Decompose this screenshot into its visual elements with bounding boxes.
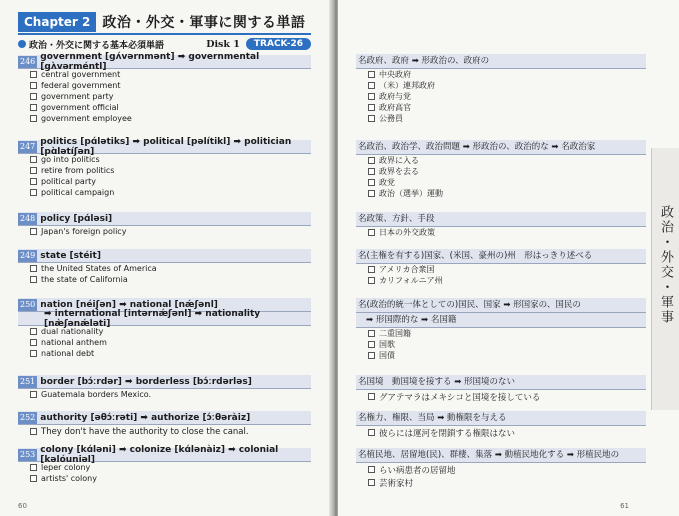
translation-head: 名植民地、居留地(民)、群棲、集落 ➡ 動植民地化する ➡ 形植民地の	[356, 448, 646, 463]
translation-head: 名権力、権限、当局 ➡ 動権限を与える	[356, 411, 646, 426]
headword-bar	[18, 51, 311, 72]
phrase-text: leper colony	[41, 463, 91, 472]
checkbox-icon[interactable]	[30, 328, 37, 335]
translation-entry	[356, 375, 646, 403]
headword-bar	[18, 249, 311, 263]
phrase-text: go into politics	[41, 155, 100, 164]
phrase-item	[18, 165, 311, 176]
checkbox-icon[interactable]	[30, 464, 37, 471]
entry-number: 249	[20, 250, 36, 260]
translation-text: 政党	[379, 178, 395, 187]
entry-number: 247	[20, 141, 36, 151]
chapter-title: 政治・外交・軍事に関する単語	[102, 15, 306, 31]
checkbox-icon[interactable]	[30, 156, 37, 163]
translation-item	[356, 113, 646, 124]
translation-head: 名(政治的統一体としての)国民、国家 ➡ 形国家の、国民の	[356, 298, 646, 313]
phrase-text: They don't have the authority to close the canal.	[41, 426, 249, 437]
phrase-item	[18, 91, 311, 102]
translation-item	[356, 350, 646, 361]
phrase-text: government official	[41, 103, 119, 112]
translation-text: 政府高官	[379, 103, 411, 112]
translation-entry	[356, 212, 646, 238]
vocab-entry	[18, 444, 311, 484]
translation-text: 二重国籍	[379, 329, 411, 338]
phrase-item	[18, 425, 311, 438]
checkbox-icon[interactable]	[30, 189, 37, 196]
translation-text: 政界を去る	[379, 167, 419, 176]
translation-item	[356, 426, 646, 439]
phrase-text: central government	[41, 70, 121, 79]
checkbox-icon[interactable]	[368, 330, 375, 337]
checkbox-icon[interactable]	[368, 229, 375, 236]
headword-bar	[18, 411, 311, 425]
translation-entry	[356, 249, 646, 286]
translation-text: アメリカ合衆国	[379, 265, 435, 274]
checkbox-icon[interactable]	[368, 341, 375, 348]
checkbox-icon[interactable]	[368, 168, 375, 175]
checkbox-icon[interactable]	[30, 71, 37, 78]
phrase-item	[18, 473, 311, 484]
phrase-text: retire from politics	[41, 166, 115, 175]
phrase-text: national anthem	[41, 338, 107, 347]
translation-item	[356, 155, 646, 166]
section-title: 政治・外交に関する基本必須単語	[29, 40, 165, 51]
phrase-text: political campaign	[41, 188, 115, 197]
phrase-item	[18, 226, 311, 237]
translation-entry	[356, 140, 646, 199]
translation-head: 名国境 動国境を接する ➡ 形国境のない	[356, 375, 646, 390]
translation-entry	[356, 448, 646, 489]
checkbox-icon[interactable]	[30, 265, 37, 272]
translation-text: 国債	[379, 351, 395, 360]
entry-number: 246	[20, 56, 36, 66]
vocab-entry	[18, 298, 311, 359]
translation-item	[356, 91, 646, 102]
phrase-item	[18, 187, 311, 198]
checkbox-icon[interactable]	[368, 479, 375, 486]
translation-text: 芸術家村	[379, 478, 414, 489]
translation-item	[356, 476, 646, 489]
section-header	[18, 37, 311, 51]
left-page	[0, 0, 333, 516]
side-tab: 政治・外交・軍事	[658, 205, 673, 325]
phrase-item	[18, 274, 311, 285]
checkbox-icon[interactable]	[368, 115, 375, 122]
translation-text: 政府与党	[379, 92, 411, 101]
vocab-entry	[18, 51, 311, 124]
headword: state [stéit]	[40, 250, 101, 261]
translation-item	[356, 275, 646, 286]
checkbox-icon[interactable]	[30, 228, 37, 235]
phrase-item	[18, 113, 311, 124]
translation-text: （米）連邦政府	[379, 81, 435, 90]
headword-bar	[18, 212, 311, 226]
chapter-badge: Chapter 2	[18, 12, 96, 32]
headword: border [bɔ́ːrdər] ➡ borderless [bɔ́ːrdərləs]	[40, 376, 252, 387]
checkbox-icon[interactable]	[30, 115, 37, 122]
checkbox-icon[interactable]	[30, 350, 37, 357]
phrase-item	[18, 389, 311, 400]
checkbox-icon[interactable]	[368, 157, 375, 164]
translation-head-continued: ➡ 形国際的な ➡ 名国籍	[356, 313, 646, 328]
checkbox-icon[interactable]	[368, 277, 375, 284]
translation-item	[356, 390, 646, 403]
checkbox-icon[interactable]	[368, 266, 375, 273]
translation-item	[356, 80, 646, 91]
translation-head: 名(主権を有する)国家、(米国、豪州の)州 形はっきり述べる	[356, 249, 646, 264]
vocab-entry	[18, 375, 311, 400]
translation-text: 彼らには運河を閉鎖する権限はない	[379, 428, 516, 439]
translation-head: 名政策、方針、手段	[356, 212, 646, 227]
translation-item	[356, 177, 646, 188]
checkbox-icon[interactable]	[30, 93, 37, 100]
translation-entry	[356, 411, 646, 439]
translation-text: 政治（選挙）運動	[379, 189, 443, 198]
headword: policy [pɑ́ləsi]	[40, 213, 113, 224]
checkbox-icon[interactable]	[368, 71, 375, 78]
headword-bar	[18, 375, 311, 389]
translation-text: 国歌	[379, 340, 395, 349]
translation-text: 政界に入る	[379, 156, 419, 165]
translation-text: らい病患者の居留地	[379, 465, 456, 476]
vocab-entry	[18, 249, 311, 285]
translation-head: 名政治、政治学、政治問題 ➡ 形政治の、政治的な ➡ 名政治家	[356, 140, 646, 155]
checkbox-icon[interactable]	[30, 82, 37, 89]
phrase-text: federal government	[41, 81, 121, 90]
translation-item	[356, 339, 646, 350]
phrase-text: Japan's foreign policy	[41, 227, 127, 236]
checkbox-icon[interactable]	[368, 429, 375, 436]
checkbox-icon[interactable]	[30, 428, 37, 435]
phrase-text: artists' colony	[41, 474, 97, 483]
checkbox-icon[interactable]	[368, 393, 375, 400]
phrase-item	[18, 102, 311, 113]
phrase-text: government party	[41, 92, 114, 101]
translation-entry	[356, 54, 646, 124]
phrase-text: the state of California	[41, 275, 128, 284]
phrase-item	[18, 80, 311, 91]
checkbox-icon[interactable]	[30, 339, 37, 346]
translation-item	[356, 227, 646, 238]
page-number: 60	[18, 502, 27, 510]
translation-entry	[356, 298, 646, 361]
checkbox-icon[interactable]	[368, 179, 375, 186]
phrase-text: the United States of America	[41, 264, 157, 273]
entry-number: 251	[20, 376, 36, 386]
headword: authority [əθɔ́ːrəti] ➡ authorize [ɔ́ːθəràiz]	[40, 412, 251, 423]
entry-number: 252	[20, 412, 36, 422]
vocab-entry	[18, 411, 311, 438]
headword: nation [néiʃən] ➡ national [nǽʃənl]	[40, 299, 218, 310]
phrase-text: dual nationality	[41, 327, 104, 336]
phrase-text: government employee	[41, 114, 132, 123]
translation-text: 中央政府	[379, 70, 411, 79]
phrase-text: political party	[41, 177, 96, 186]
track-badge: TRACK-26	[246, 38, 311, 50]
translation-item	[356, 328, 646, 339]
headword: politics [pɑ́lətiks] ➡ political [pəlítikl] ➡ politician [pɑ̀lətíʃən]	[40, 136, 292, 157]
checkbox-icon[interactable]	[368, 466, 375, 473]
vocab-entry	[18, 136, 311, 198]
translation-item	[356, 463, 646, 476]
entry-number: 248	[20, 213, 36, 223]
checkbox-icon[interactable]	[368, 82, 375, 89]
checkbox-icon[interactable]	[368, 104, 375, 111]
headword: colony [kɑ́ləni] ➡ colonize [kɑ́lənàiz] ➡ colonial [kəlóuniəl]	[40, 444, 279, 465]
phrase-text: Guatemala borders Mexico.	[41, 390, 152, 399]
translation-text: グアテマラはメキシコと国境を接している	[379, 392, 541, 403]
vocab-entry	[18, 212, 311, 237]
checkbox-icon[interactable]	[368, 352, 375, 359]
phrase-item	[18, 348, 311, 359]
disk-label: Disk 1	[206, 38, 240, 50]
checkbox-icon[interactable]	[30, 167, 37, 174]
phrase-item	[18, 176, 311, 187]
phrase-item	[18, 337, 311, 348]
phrase-text: national debt	[41, 349, 95, 358]
headword-bar	[18, 136, 311, 157]
translation-item	[356, 102, 646, 113]
translation-item	[356, 188, 646, 199]
translation-text: 日本の外交政策	[379, 228, 435, 237]
headword: government [gʌ́vərnmənt] ➡ governmental [gʌ̀vərméntl]	[40, 51, 260, 72]
checkbox-icon[interactable]	[30, 104, 37, 111]
checkbox-icon[interactable]	[368, 190, 375, 197]
chapter-header	[18, 12, 305, 32]
translation-text: 公務員	[379, 114, 403, 123]
translation-text: カリフォルニア州	[379, 276, 443, 285]
entry-number: 250	[20, 299, 36, 309]
translation-item	[356, 264, 646, 275]
checkbox-icon[interactable]	[30, 391, 37, 398]
checkbox-icon[interactable]	[30, 276, 37, 283]
headword-bar	[18, 444, 311, 465]
phrase-item	[18, 263, 311, 274]
checkbox-icon[interactable]	[30, 178, 37, 185]
chapter-divider	[18, 33, 311, 35]
bullet-icon	[18, 40, 26, 48]
right-page	[338, 0, 679, 516]
translation-item	[356, 166, 646, 177]
checkbox-icon[interactable]	[30, 475, 37, 482]
checkbox-icon[interactable]	[368, 93, 375, 100]
headword-continued: ➡ international [intərnǽʃənl] ➡ nationality [næ̀ʃənǽləti]	[44, 308, 261, 329]
page-number: 61	[620, 502, 629, 510]
headword-bar-continued	[18, 308, 311, 329]
translation-head: 名政府、政府 ➡ 形政治の、政府の	[356, 54, 646, 69]
translation-item	[356, 69, 646, 80]
entry-number: 253	[20, 449, 36, 459]
